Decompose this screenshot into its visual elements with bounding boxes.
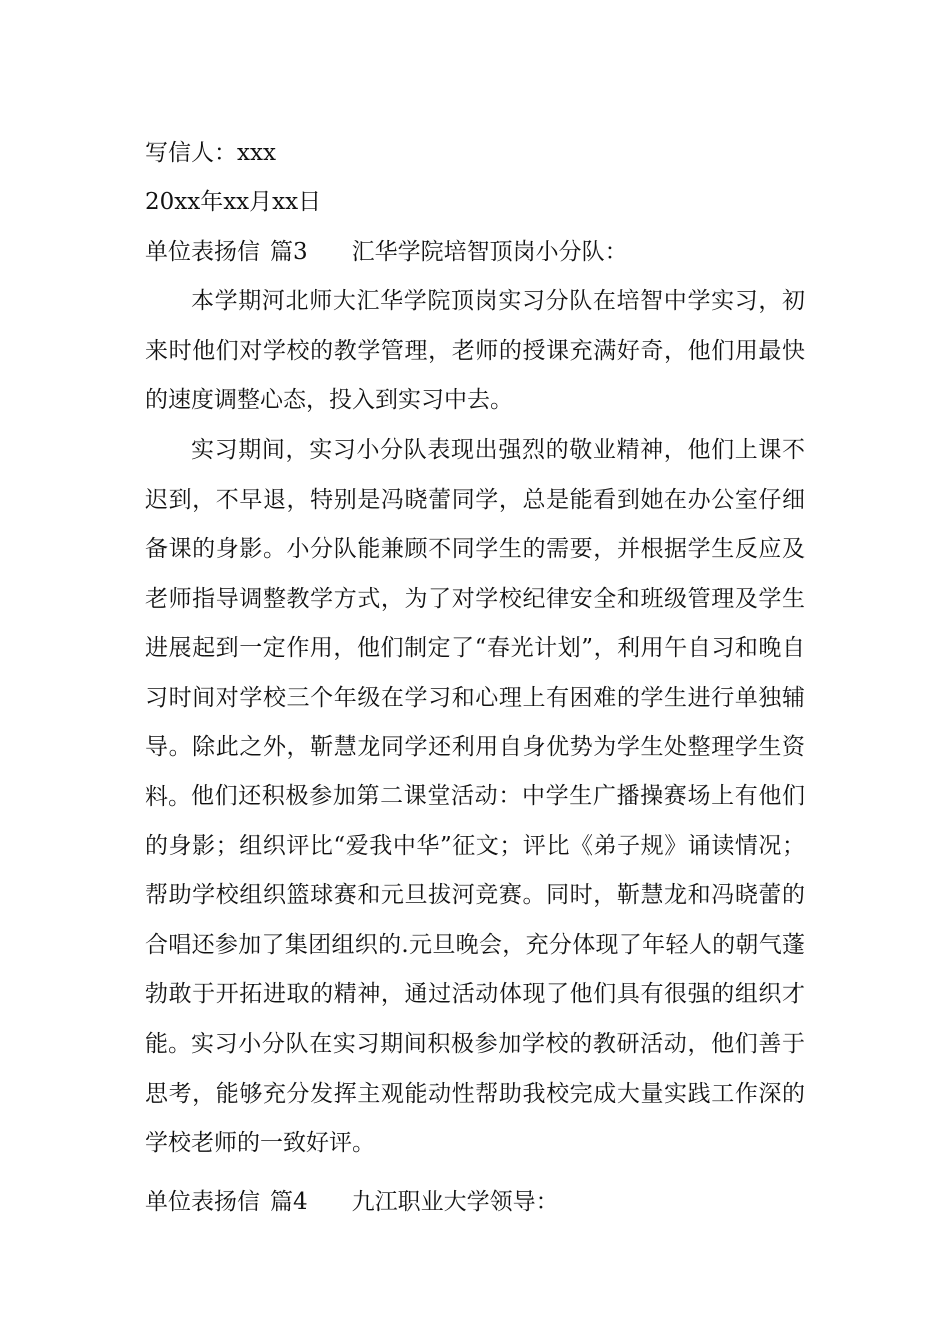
- date-line: 20xx年xx月xx日: [145, 189, 322, 215]
- section-3-paragraph-2: 实习期间，实习小分队表现出强烈的敬业精神，他们上课不迟到，不早退，特别是冯晓蕾同学，总是能看到她在办公室仔细备课的身影。小分队能兼顾不同学生的需要，并根据学生反应及老师指导调整教学方式，为了对学校纪律安全和班级管理及学生进展起到一定作用，他们制定了“春光计划”，利用午自习和晚自习时间对学校三个年级在学习和心理上有困难的学生进行单独辅导。除此之外，靳慧龙同学还利用自身优势为学生处整理学生资料。: [145, 437, 805, 810]
- section-3-heading: [145, 237, 628, 267]
- section-3-paragraph-1: 本学期河北师大汇华学院顶岗实习分队在培智中学实习，初来时他们对学校的教学管理，老师的授课充满好奇，他们用最快的速度调整心态，投入到实习中去。: [145, 288, 805, 413]
- section-3-paragraph-4: 实习小分队在实习期间积极参加学校的教研活动，他们善于思考，能够充分发挥主观能动性帮助我校完成大量实践工作深的学校老师的一致好评。: [145, 1031, 805, 1156]
- section-3-paragraph-3: 他们还积极参加第二课堂活动：中学生广播操赛场上有他们的身影；组织评比“爱我中华”征文；评比《弟子规》诵读情况；帮助学校组织篮球赛和元旦拔河竞赛。同时，靳慧龙和冯晓蕾的合唱还参加了集团组织的.元旦晚会，充分体现了年轻人的朝气蓬勃敢于开拓进取的精神，通过活动体现了他们具有很强的组织才能。: [145, 783, 805, 1057]
- section-4-heading: [145, 1187, 559, 1217]
- section-4-label: 单位表扬信: [145, 1189, 260, 1215]
- section-4-recipient: 九江职业大学领导：: [351, 1189, 559, 1215]
- section-3-number: 篇3: [270, 239, 308, 265]
- writer-line: 写信人：xxx: [145, 140, 276, 166]
- section-4-number: 篇4: [270, 1189, 308, 1215]
- section-3-label: 单位表扬信: [145, 239, 260, 265]
- section-3-recipient: 汇华学院培智顶岗小分队：: [351, 239, 628, 265]
